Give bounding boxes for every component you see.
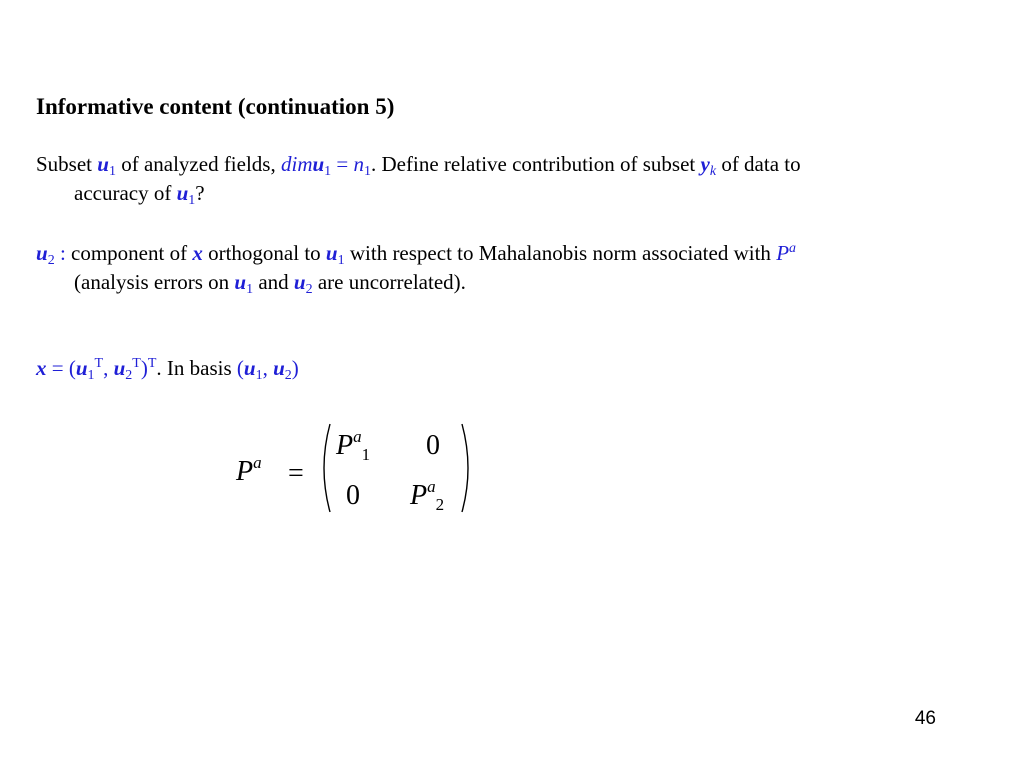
- text: accuracy of: [74, 181, 177, 205]
- subscript: 1: [361, 445, 371, 464]
- text: are uncorrelated).: [312, 270, 466, 294]
- subscript: 2: [305, 282, 313, 297]
- symbol-u: u: [234, 270, 247, 294]
- comma: ,: [103, 356, 114, 380]
- subscript: 1: [337, 253, 345, 268]
- text: orthogonal to: [202, 241, 326, 265]
- symbol-P: P: [410, 480, 428, 511]
- text: of analyzed fields,: [115, 152, 281, 176]
- matrix-a21: 0: [346, 480, 360, 511]
- text: with respect to Mahalanobis norm associated with: [344, 241, 777, 265]
- symbol-u: u: [36, 241, 48, 265]
- subscript: 1: [364, 164, 372, 179]
- paragraph-subset-cont: [74, 181, 205, 206]
- symbol-y: y: [700, 152, 710, 176]
- subscript: 2: [435, 495, 445, 514]
- symbol-P: P: [776, 241, 790, 265]
- subscript: 1: [255, 368, 263, 383]
- subscript: 2: [284, 368, 292, 383]
- superscript: T: [94, 356, 104, 371]
- paren: ): [140, 356, 148, 380]
- equals: =: [331, 152, 354, 176]
- paragraph-u2-cont: [74, 270, 466, 295]
- subscript: 2: [47, 253, 55, 268]
- symbol-u: u: [293, 270, 306, 294]
- paragraph-u2: [36, 241, 796, 266]
- subscript: 2: [125, 368, 133, 383]
- superscript: a: [353, 427, 362, 446]
- comma: ,: [262, 356, 274, 380]
- symbol-u: u: [113, 356, 126, 380]
- equals: = (: [46, 356, 76, 380]
- right-paren: [462, 424, 468, 512]
- superscript: a: [253, 453, 262, 472]
- text: . In basis: [156, 356, 237, 380]
- symbol-u: u: [312, 152, 325, 176]
- left-paren: [324, 424, 330, 512]
- symbol-u: u: [273, 356, 285, 380]
- subscript: 1: [246, 282, 254, 297]
- matrix-a22: [410, 477, 445, 514]
- symbol-P: P: [336, 430, 354, 461]
- subscript: 1: [188, 193, 196, 208]
- text: component of: [71, 241, 193, 265]
- text: ?: [195, 181, 205, 205]
- text: and: [253, 270, 294, 294]
- text: . Define relative contribution of subset: [371, 152, 701, 176]
- dim-label: dim: [280, 152, 313, 176]
- text: Subset: [36, 152, 98, 176]
- symbol-u: u: [75, 356, 88, 380]
- subscript: 1: [87, 368, 95, 383]
- page-number: 46: [914, 708, 936, 729]
- symbol-u: u: [325, 241, 338, 265]
- paren: ): [291, 356, 299, 380]
- superscript: a: [789, 241, 797, 256]
- subscript: 1: [324, 164, 332, 179]
- colon: :: [54, 241, 72, 265]
- matrix-equals: =: [288, 458, 304, 489]
- symbol-u: u: [97, 152, 109, 176]
- subscript: 1: [108, 164, 116, 179]
- superscript: T: [132, 356, 141, 371]
- text: (analysis errors on: [74, 270, 235, 294]
- text: of data to: [716, 152, 801, 176]
- matrix-lhs: [236, 453, 262, 488]
- paragraph-basis: [36, 356, 299, 381]
- superscript: T: [147, 356, 157, 371]
- subscript: k: [709, 164, 717, 179]
- slide-title: Informative content (continuation 5): [36, 94, 395, 119]
- symbol-P: P: [236, 456, 254, 487]
- matrix-a12: 0: [426, 430, 440, 461]
- matrix-equation: [232, 418, 482, 518]
- paren: (: [236, 356, 244, 380]
- symbol-u: u: [243, 356, 256, 380]
- symbol-u: u: [176, 181, 189, 205]
- symbol-n: n: [353, 152, 365, 176]
- superscript: a: [427, 477, 436, 496]
- symbol-x: x: [192, 241, 203, 265]
- matrix-a11: [336, 427, 371, 464]
- symbol-x: x: [36, 356, 47, 380]
- paragraph-subset: [36, 152, 801, 177]
